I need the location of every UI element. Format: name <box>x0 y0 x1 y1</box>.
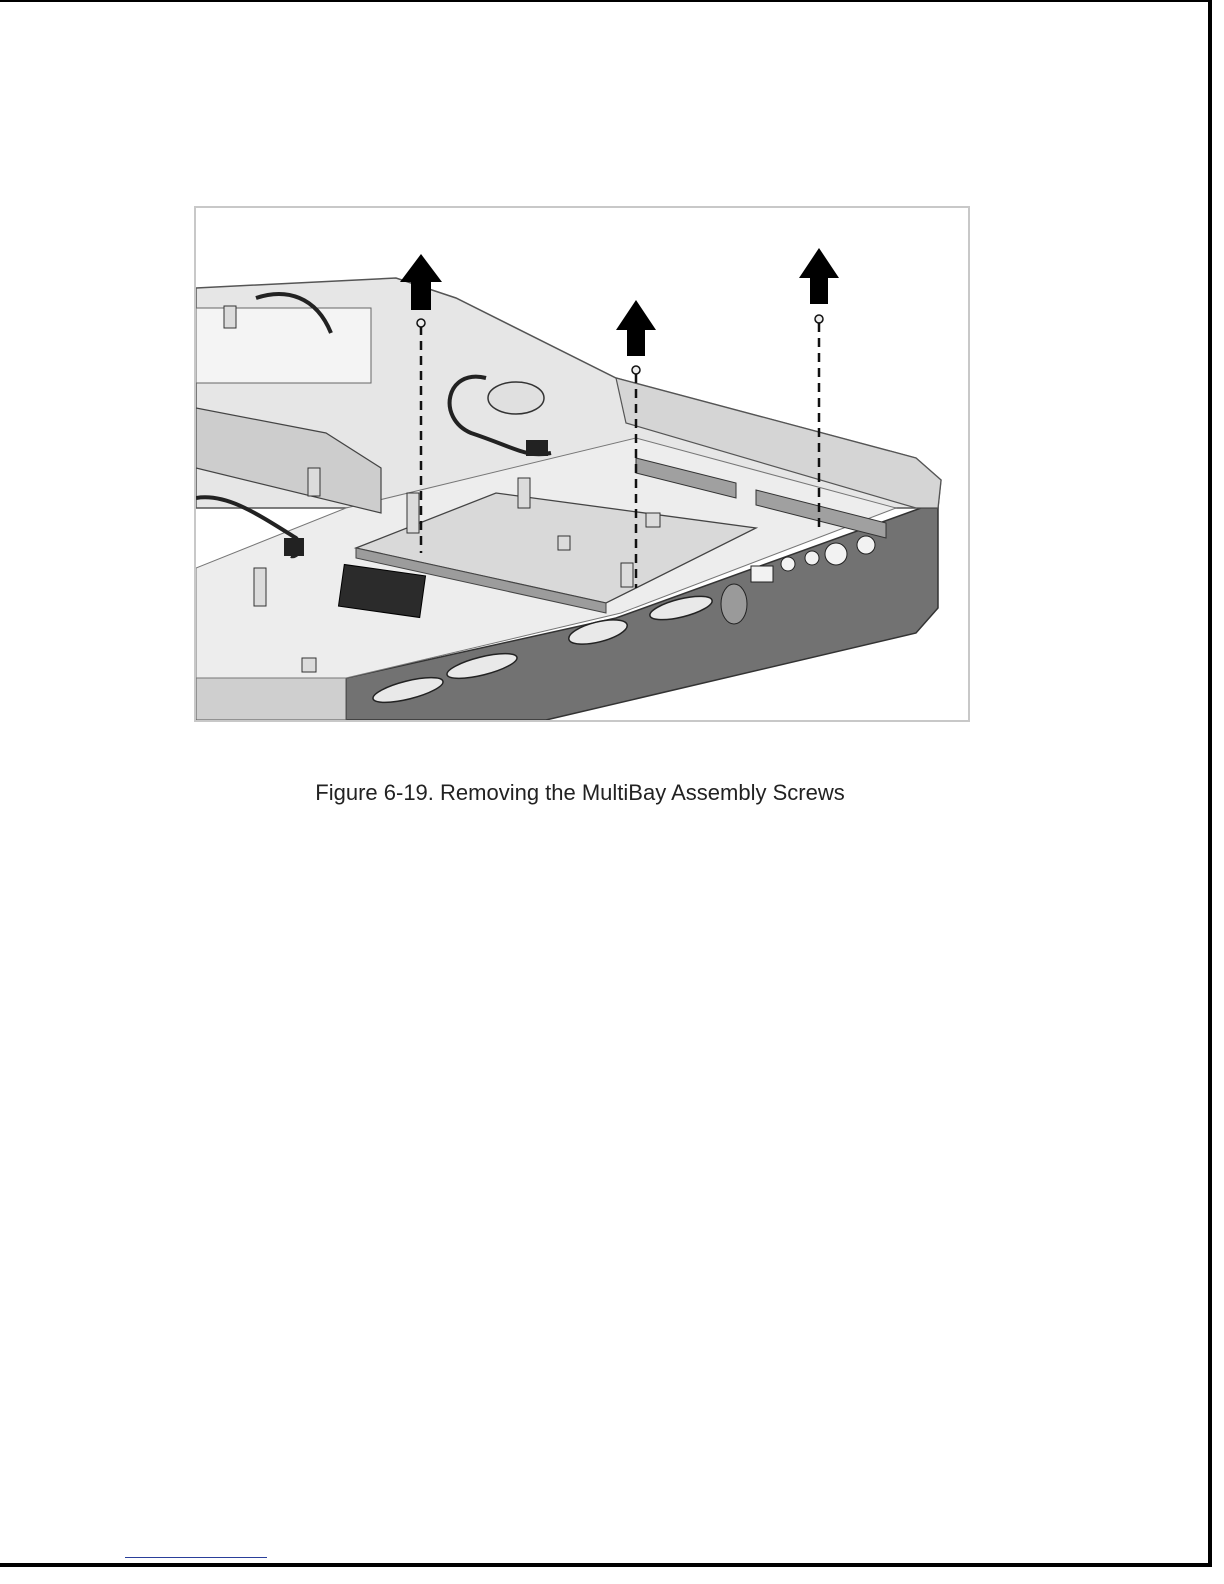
standoff-post <box>646 513 660 527</box>
standoff-post <box>558 536 570 550</box>
screw-icon <box>632 366 640 374</box>
port-10 <box>857 536 875 554</box>
standoff-post <box>407 493 419 533</box>
standoff-post <box>254 568 266 606</box>
port-6 <box>751 566 773 582</box>
screw-icon <box>815 315 823 323</box>
cable-ferrite <box>488 382 544 414</box>
port-7 <box>781 557 795 571</box>
standoff-post <box>308 468 320 496</box>
standoff-post <box>518 478 530 508</box>
up-arrow-icon <box>799 248 839 304</box>
port-5 <box>721 584 747 624</box>
standoff-post <box>302 658 316 672</box>
chassis-drawing <box>196 208 968 720</box>
cable-plug <box>526 440 548 456</box>
chassis-front-lower <box>196 678 346 720</box>
port-8 <box>805 551 819 565</box>
footer-link-underline[interactable] <box>125 1557 267 1558</box>
page-border-right <box>1208 0 1212 1566</box>
page-border-top <box>0 0 1210 2</box>
figure-caption: Figure 6-19. Removing the MultiBay Assembly Screws <box>315 780 845 805</box>
standoff-post <box>621 563 633 587</box>
port-9 <box>825 543 847 565</box>
standoff-post <box>224 306 236 328</box>
up-arrow-icon <box>616 300 656 356</box>
screw-icon <box>417 319 425 327</box>
figure-illustration <box>194 206 970 722</box>
cable-plug <box>284 538 304 556</box>
page-border-bottom <box>0 1563 1212 1567</box>
upper-cavity <box>196 308 371 383</box>
